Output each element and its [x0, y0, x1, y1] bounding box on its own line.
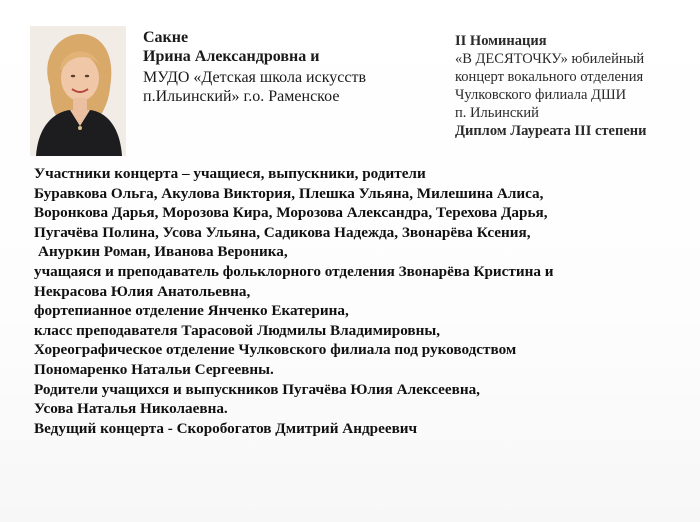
participants-line: Некрасова Юлия Анатольевна, — [34, 282, 251, 300]
nomination-line-4: Чулковского филиала ДШИ — [455, 87, 627, 103]
participants-line: Буравкова Ольга, Акулова Виктория, Плешка Ульяна, Милешина Алиса, — [34, 184, 544, 202]
participants-line: Усова Наталья Николаевна. — [34, 400, 228, 418]
nomination-line-2: «В ДЕСЯТОЧКУ» юбилейный — [455, 51, 645, 67]
participants-line: Родители учащихся и выпускников Пугачёва Юлия Алексеевна, — [34, 380, 480, 398]
surname: Сакне — [143, 29, 189, 46]
participants-line: Пономаренко Натальи Сергеевны. — [34, 360, 274, 378]
organization-line-1: МУДО «Детская школа искусств — [143, 69, 367, 86]
organization-line-2: п.Ильинский» г.о. Раменское — [143, 88, 340, 105]
award-title: Диплом Лауреата III степени — [455, 123, 647, 139]
nomination-title: II Номинация — [455, 33, 547, 49]
portrait-photo — [30, 26, 126, 156]
participants-line: Хореографическое отделение Чулковского филиала под руководством — [34, 341, 517, 359]
participants-line: Пугачёва Полина, Усова Ульяна, Садикова Надежда, Звонарёва Ксения, — [34, 223, 531, 241]
host-line: Ведущий концерта - Скоробогатов Дмитрий Андреевич — [34, 419, 418, 437]
participants-list — [34, 164, 684, 438]
participants-line: класс преподавателя Тарасовой Людмилы Владимировны, — [34, 321, 441, 339]
participants-line: фортепианное отделение Янченко Екатерина, — [34, 302, 349, 320]
participant-name-block — [143, 28, 443, 106]
nomination-block — [455, 32, 695, 140]
participants-line: Воронкова Дарья, Морозова Кира, Морозова Александра, Терехова Дарья, — [34, 204, 548, 222]
nomination-line-3: концерт вокального отделения — [455, 69, 644, 85]
participants-line: Ануркин Роман, Иванова Вероника, — [38, 243, 288, 261]
nomination-line-5: п. Ильинский — [455, 105, 539, 121]
given-name: Ирина Александровна и — [143, 48, 320, 65]
participants-line: учащаяся и преподаватель фольклорного отделения Звонарёва Кристина и — [34, 262, 554, 280]
participants-heading: Участники концерта – учащиеся, выпускники, родители — [34, 165, 426, 182]
